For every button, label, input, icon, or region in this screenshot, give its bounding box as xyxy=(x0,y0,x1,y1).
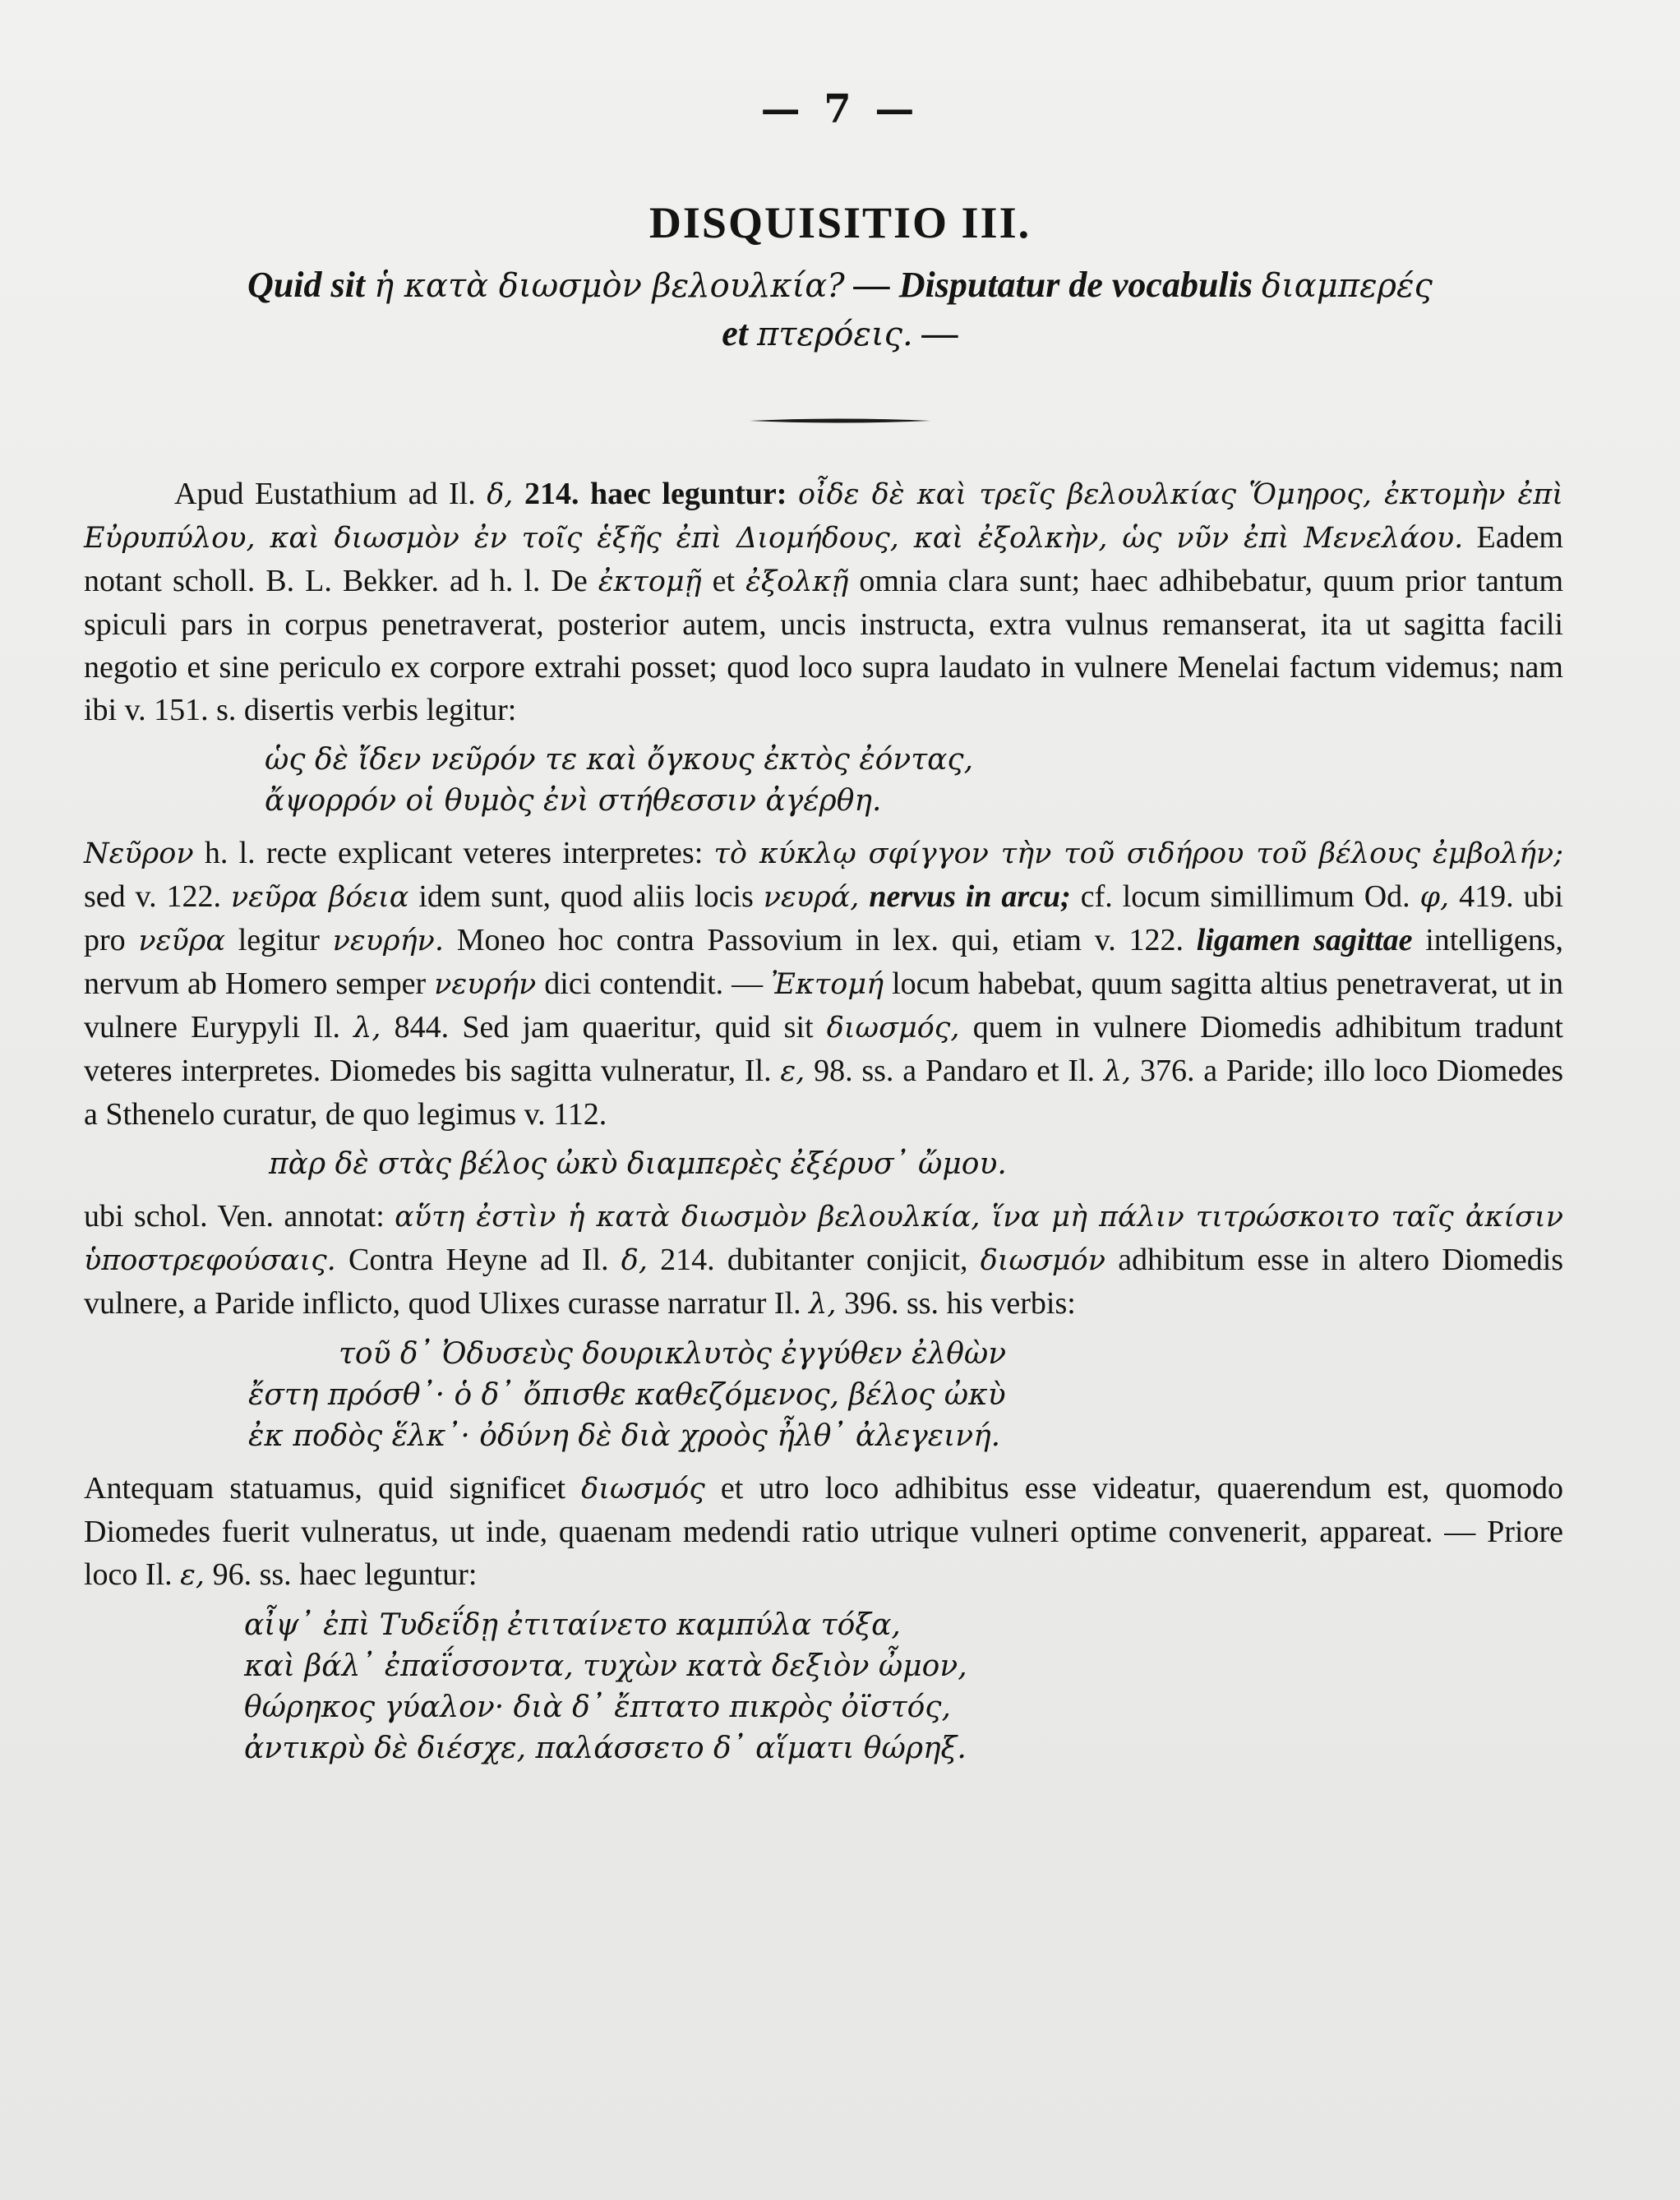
subtitle-greek-2: διαμπερές xyxy=(1262,267,1433,305)
page-number: — 7 — xyxy=(760,86,920,132)
subtitle-greek-3: πτερόεις. xyxy=(757,316,913,353)
quote-line: ἀντικρὺ δὲ διέσχε, παλάσσετο δ᾽ αἵματι θώρηξ. xyxy=(244,1732,967,1765)
quote-line: ἐκ ποδὸς ἕλκ᾽· ὀδύνη δὲ διὰ χροὸς ἦλθ᾽ ἀλεγεινή. xyxy=(248,1419,1001,1453)
quote-block-2 xyxy=(84,1144,1563,1185)
text-run: Apud Eustathium ad Il. xyxy=(174,477,476,511)
quote-block-1 xyxy=(84,740,1563,822)
text-run: legitur xyxy=(238,923,320,957)
greek-run: λ, xyxy=(809,1288,837,1321)
text-run: ubi schol. Ven. annotat: xyxy=(84,1199,385,1234)
quote-block-3 xyxy=(84,1334,1563,1457)
greek-run: ε, xyxy=(780,1055,805,1088)
greek-run: νευρήν xyxy=(434,968,537,1001)
italic-run: ligamen sagittae xyxy=(1196,923,1413,957)
greek-run: ε, xyxy=(180,1559,205,1592)
text-run: intelligens, nervum ab Homero semper xyxy=(84,923,1564,1001)
subtitle-latin-1: Quid sit xyxy=(247,265,366,305)
section-subtitle xyxy=(123,261,1557,358)
subtitle-latin-3: et xyxy=(722,313,748,353)
greek-run: τὸ κύκλῳ σφίγγον τὴν τοῦ σιδήρου τοῦ βέλους ἐμβολήν; xyxy=(713,837,1563,870)
text-run: locum habebat, quum sagitta altius penetraverat, ut in vulnere Eurypyli Il. xyxy=(84,966,1564,1045)
body-text xyxy=(84,473,1563,1779)
quote-line: ἄψορρόν οἱ θυμὸς ἐνὶ στήθεσσιν ἀγέρθη. xyxy=(265,784,882,818)
text-run: 214. haec leguntur: xyxy=(524,477,787,511)
greek-run: λ, xyxy=(353,1012,381,1045)
decorative-rule xyxy=(750,417,930,424)
text-run: h. l. recte explicant veteres interpretes: xyxy=(204,836,704,870)
greek-run: διωσμός, xyxy=(826,1012,960,1045)
quote-line: καὶ βάλ᾽ ἐπαΐσσοντα, τυχὼν κατὰ δεξιὸν ὦμον, xyxy=(244,1649,967,1683)
quote-block-4 xyxy=(84,1605,1563,1769)
text-run: Eadem notant scholl. B. L. Bekker. ad h. l. De xyxy=(84,520,1563,598)
greek-run: διωσμός xyxy=(581,1473,705,1506)
greek-run: δ, xyxy=(487,478,514,511)
subtitle-latin-2: — Disputatur de vocabulis xyxy=(853,265,1253,305)
text-run: 419. ubi pro xyxy=(84,879,1564,957)
greek-run: νεῦρα βόεια xyxy=(230,881,409,914)
text-run: omnia clara sunt; haec adhibebatur, quum prior tantum spiculi pars in corpus penetraverat, posterior autem, uncis instructa, extra vulnus remanserat, ita ut sagitta facili negotio et sine periculo ex corpore extrahi posset; quod loco supra laudato in vulnere Menelai factum videmus; nam ibi v. 151. s. disertis verbis legitur: xyxy=(84,564,1564,727)
paragraph-1 xyxy=(84,473,1563,731)
text-run: et xyxy=(712,564,736,598)
greek-run: λ, xyxy=(1103,1055,1132,1088)
greek-run: αὕτη ἐστὶν ἡ κατὰ διωσμὸν βελουλκία, ἵνα μὴ πάλιν τιτρώσκοιτο ταῖς ἀκίσιν ὑποστρεφούσαις. xyxy=(84,1201,1563,1277)
quote-line: ἔστη πρόσθ᾽· ὁ δ᾽ ὄπισθε καθεζόμενος, βέλος ὠκὺ xyxy=(248,1378,1006,1412)
text-run: sed v. 122. xyxy=(84,879,221,914)
text-run: 396. ss. his verbis: xyxy=(843,1286,1076,1321)
greek-run: δ, xyxy=(621,1244,648,1277)
greek-run: φ, xyxy=(1419,881,1450,914)
paragraph-2 xyxy=(84,832,1563,1136)
greek-run: νευρήν. xyxy=(332,925,444,957)
greek-run: ἐκτομῇ xyxy=(598,565,702,598)
greek-run: οἶδε δὲ καὶ τρεῖς βελουλκίας Ὅμηρος, ἐκτομὴν ἐπὶ Εὐρυπύλου, καὶ διωσμὸν ἐν τοῖς ἑξῆς ἐπὶ Διομήδους, καὶ ἐξολκὴν, ὡς νῦν ἐπὶ Μενελάου. xyxy=(84,478,1564,555)
greek-run: Ἐκτομή xyxy=(771,968,884,1001)
text-run: quem in vulnere Diomedis adhibitum tradunt veteres interpretes. Diomedes bis sagitta vulneratur, Il. xyxy=(84,1010,1563,1088)
quote-line: πὰρ δὲ στὰς βέλος ὠκὺ διαμπερὲς ἐξέρυσ᾽ ὤμου. xyxy=(269,1147,1007,1181)
quote-line: θώρηκος γύαλον· διὰ δ᾽ ἔπτατο πικρὸς ὀϊστός, xyxy=(244,1690,951,1724)
text-run: et utro loco adhibitus esse videatur, quaerendum est, quomodo Diomedes fuerit vulneratus, ut inde, quaenam medendi ratio utrique vulneri optime convenerit, appareat. — Priore loco Il. xyxy=(84,1471,1564,1592)
text-run: 214. dubitanter conjicit, xyxy=(660,1243,968,1277)
paragraph-3 xyxy=(84,1195,1563,1326)
greek-run: ἐξολκῇ xyxy=(745,565,849,598)
italic-run: nervus in arcu; xyxy=(869,879,1071,914)
greek-run: διωσμόν xyxy=(980,1244,1106,1277)
text-run: cf. locum simillimum Od. xyxy=(1080,879,1410,914)
quote-line: τοῦ δ᾽ Ὀδυσεὺς δουρικλυτὸς ἐγγύθεν ἐλθὼν xyxy=(339,1337,1007,1371)
greek-run: Νεῦρον xyxy=(84,837,194,870)
greek-run: νεῦρα xyxy=(138,925,225,957)
quote-line: ὡς δὲ ἴδεν νεῦρόν τε καὶ ὄγκους ἐκτὸς ἐόντας, xyxy=(265,743,974,777)
text-run: dici contendit. — xyxy=(544,966,764,1001)
text-run: 376. a Paride; illo loco Diomedes a Sthenelo curatur, de quo legimus v. 112. xyxy=(84,1054,1563,1132)
text-run: 844. Sed jam quaeritur, quid sit xyxy=(394,1010,814,1045)
text-run: Antequam statuamus, quid significet xyxy=(84,1471,566,1506)
text-run: adhibitum esse in altero Diomedis vulnere, a Paride inflicto, quod Ulixes curasse narratur Il. xyxy=(84,1243,1564,1321)
text-run: 96. ss. haec leguntur: xyxy=(212,1557,478,1592)
text-run: Moneo hoc contra Passovium in lex. qui, etiam v. 122. xyxy=(456,923,1184,957)
greek-run: νευρά, xyxy=(763,881,860,914)
text-run: 98. ss. a Pandaro et Il. xyxy=(814,1054,1096,1088)
subtitle-dash: — xyxy=(921,313,958,353)
paragraph-4 xyxy=(84,1467,1563,1597)
quote-line: αἶψ᾽ ἐπὶ Τυδεΐδῃ ἐτιταίνετο καμπύλα τόξα, xyxy=(244,1608,901,1642)
section-heading: DISQUISITIO III. xyxy=(648,198,1032,247)
subtitle-greek-1: ἡ κατὰ διωσμὸν βελουλκία? xyxy=(374,267,845,305)
text-run: idem sunt, quod aliis locis xyxy=(418,879,754,914)
text-run: Contra Heyne ad Il. xyxy=(348,1243,609,1277)
